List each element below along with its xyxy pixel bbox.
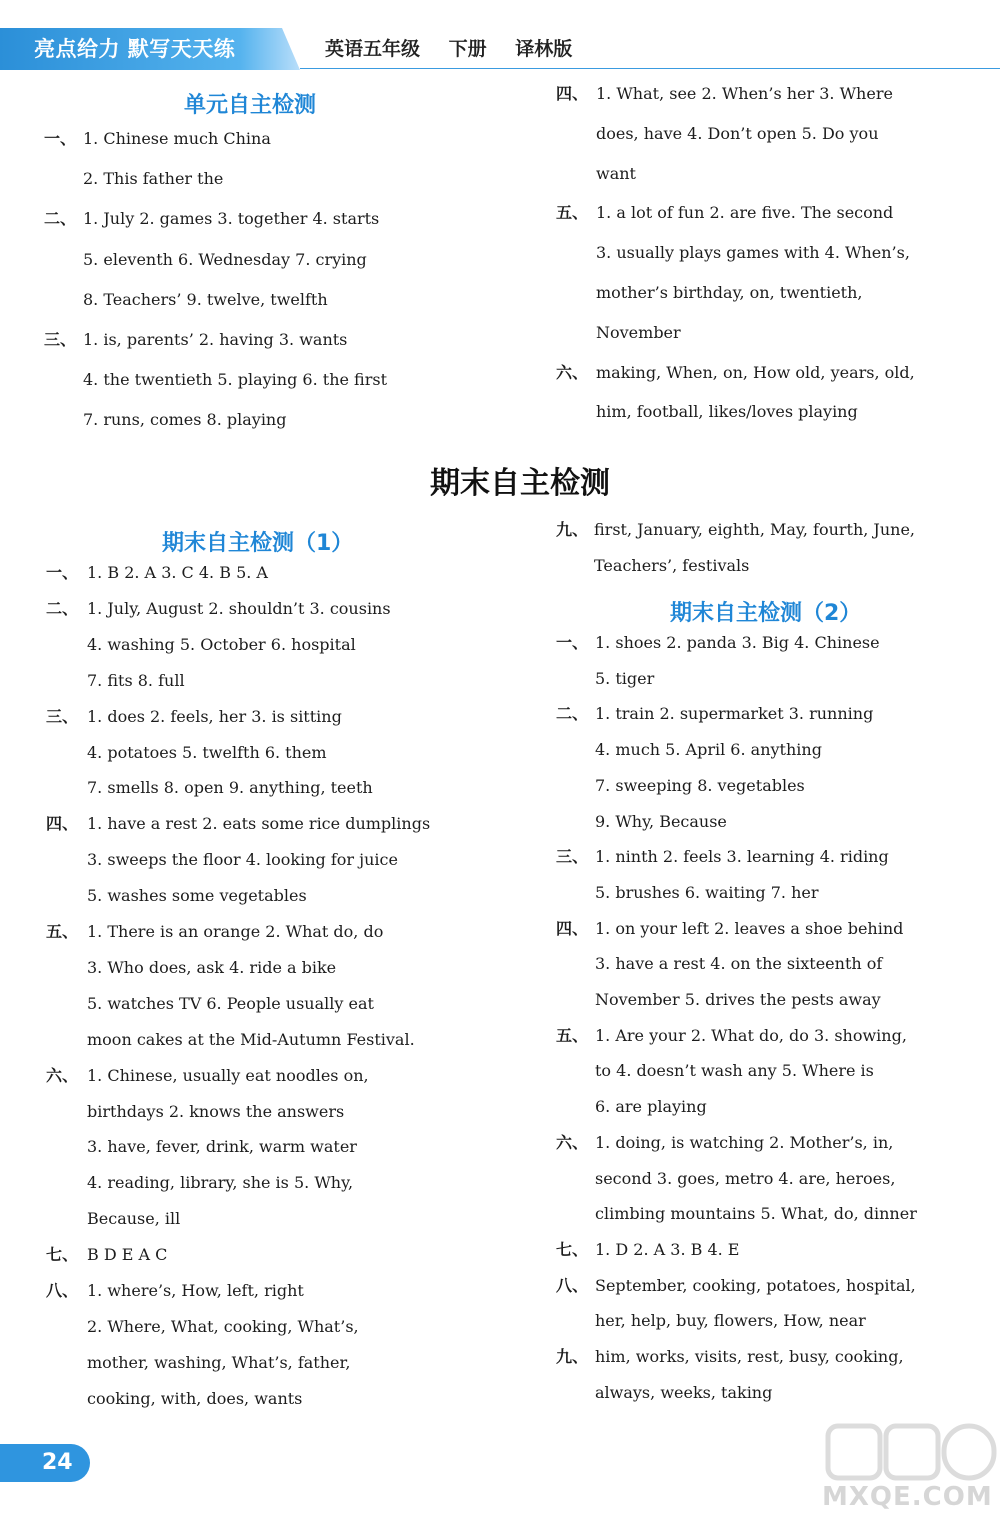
answer-line: 1. There is an orange 2. What do, do bbox=[87, 922, 384, 941]
answer-line: 1. is, parents’ 2. having 3. wants bbox=[83, 330, 348, 349]
answer-line: 1. Chinese much China bbox=[83, 129, 271, 148]
answer-line: B D E A C bbox=[87, 1245, 168, 1265]
answer-line: 5. watches TV 6. People usually eat bbox=[87, 993, 374, 1013]
question-label: 九、 bbox=[556, 1347, 589, 1366]
answer-line: 1. Chinese, usually eat noodles on, bbox=[87, 1065, 369, 1085]
final-test-heading: 期末自主检测 bbox=[430, 466, 610, 501]
answer-line: 4. washing 5. October 6. hospital bbox=[87, 634, 356, 654]
question-label: 四、 bbox=[46, 814, 79, 834]
answer-line: 4. much 5. April 6. anything bbox=[595, 740, 822, 760]
answer-line: 1. What, see 2. When’s her 3. Where bbox=[596, 84, 893, 103]
answer-line: 9. Why, Because bbox=[595, 811, 727, 831]
answer-line: 4. reading, library, she is 5. Why, bbox=[87, 1173, 354, 1193]
question-label: 四、 bbox=[556, 918, 589, 938]
answer-line: first, January, eighth, May, fourth, June, bbox=[594, 520, 916, 539]
answer-line: birthdays 2. knows the answers bbox=[87, 1101, 345, 1121]
answer-line: 5. brushes 6. waiting 7. her bbox=[595, 882, 819, 902]
answer-line: second 3. goes, metro 4. are, heroes, bbox=[595, 1168, 896, 1188]
question-label: 六、 bbox=[46, 1065, 79, 1085]
question-label: 一、 bbox=[556, 633, 589, 652]
question-label: 三、 bbox=[556, 847, 589, 867]
unit-test-title: 单元自主检测 bbox=[184, 93, 317, 118]
answer-line: 1. have a rest 2. eats some rice dumplings bbox=[87, 814, 431, 834]
question-label: 四、 bbox=[556, 84, 589, 103]
question-label: 九、 bbox=[556, 520, 589, 539]
answer-line: November bbox=[596, 322, 681, 342]
question-label: 一、 bbox=[46, 563, 79, 582]
question-label: 一、 bbox=[44, 129, 77, 148]
question-label: 七、 bbox=[556, 1239, 589, 1259]
answer-line: 5. tiger bbox=[595, 668, 655, 688]
answer-line: cooking, with, does, wants bbox=[87, 1388, 303, 1408]
answer-line: 1. July, August 2. shouldn’t 3. cousins bbox=[87, 598, 391, 618]
answer-line: September, cooking, potatoes, hospital, bbox=[595, 1275, 916, 1295]
answer-line: 1. B 2. A 3. C 4. B 5. A bbox=[87, 563, 268, 582]
answer-line: him, works, visits, rest, busy, cooking, bbox=[595, 1347, 904, 1366]
edition-label: 译林版 bbox=[515, 38, 573, 60]
question-label: 七、 bbox=[46, 1245, 79, 1265]
answer-line: want bbox=[596, 163, 636, 183]
answer-line: 1. a lot of fun 2. are five. The second bbox=[596, 203, 894, 223]
answer-line: 8. Teachers’ 9. twelve, twelfth bbox=[83, 289, 328, 309]
answer-line: 1. July 2. games 3. together 4. starts bbox=[83, 209, 380, 229]
question-label: 八、 bbox=[46, 1281, 79, 1300]
answer-line: 3. have a rest 4. on the sixteenth of bbox=[595, 954, 883, 974]
answer-line: moon cakes at the Mid-Autumn Festival. bbox=[87, 1029, 415, 1049]
answer-line: making, When, on, How old, years, old, bbox=[596, 362, 915, 382]
answer-line: mother’s birthday, on, twentieth, bbox=[596, 283, 863, 302]
question-label: 五、 bbox=[556, 203, 589, 223]
question-label: 三、 bbox=[44, 330, 77, 349]
answer-line: always, weeks, taking bbox=[595, 1382, 773, 1402]
answer-line: 7. runs, comes 8. playing bbox=[83, 410, 287, 430]
answer-line: 1. on your left 2. leaves a shoe behind bbox=[595, 918, 904, 938]
answer-line: 7. fits 8. full bbox=[87, 670, 185, 690]
watermark-text: MXQE.COM bbox=[822, 1482, 993, 1512]
question-label: 五、 bbox=[46, 922, 79, 941]
answer-line: Because, ill bbox=[87, 1209, 181, 1229]
question-label: 二、 bbox=[556, 704, 589, 724]
answer-line: 1. shoes 2. panda 3. Big 4. Chinese bbox=[595, 633, 880, 652]
answer-line: 1. ninth 2. feels 3. learning 4. riding bbox=[595, 847, 889, 867]
volume-label: 下册 bbox=[448, 38, 487, 60]
answer-line: 1. train 2. supermarket 3. running bbox=[595, 704, 874, 724]
answer-line: 2. Where, What, cooking, What’s, bbox=[87, 1316, 359, 1336]
answer-line: her, help, buy, flowers, How, near bbox=[595, 1311, 866, 1331]
answer-line: 3. Who does, ask 4. ride a bike bbox=[87, 957, 337, 977]
answer-line: to 4. doesn’t wash any 5. Where is bbox=[595, 1061, 874, 1081]
page-number: 24 bbox=[42, 1450, 73, 1475]
answer-line: 3. sweeps the floor 4. looking for juice bbox=[87, 850, 398, 870]
header-rule bbox=[300, 68, 1000, 69]
answer-line: 7. sweeping 8. vegetables bbox=[595, 775, 805, 795]
answer-line: 4. potatoes 5. twelfth 6. them bbox=[87, 742, 327, 762]
answer-line: 1. does 2. feels, her 3. is sitting bbox=[87, 706, 342, 726]
answer-line: 1. doing, is watching 2. Mother’s, in, bbox=[595, 1132, 894, 1152]
header-meta bbox=[325, 34, 594, 61]
answer-line: 3. have, fever, drink, warm water bbox=[87, 1137, 357, 1157]
answer-line: 5. washes some vegetables bbox=[87, 886, 307, 906]
answer-line: 5. eleventh 6. Wednesday 7. crying bbox=[83, 249, 367, 269]
answer-line: 4. the twentieth 5. playing 6. the first bbox=[83, 370, 388, 390]
question-label: 二、 bbox=[46, 598, 79, 618]
answer-line: 7. smells 8. open 9. anything, teeth bbox=[87, 778, 373, 798]
answer-line: him, football, likes/loves playing bbox=[596, 402, 858, 422]
subject-label: 英语五年级 bbox=[325, 38, 421, 60]
answer-line: 6. are playing bbox=[595, 1097, 707, 1117]
answer-line: 3. usually plays games with 4. When’s, bbox=[596, 243, 910, 263]
answer-line: does, have 4. Don’t open 5. Do you bbox=[596, 123, 879, 143]
answer-line: climbing mountains 5. What, do, dinner bbox=[595, 1204, 917, 1224]
final-test-1-title: 期末自主检测（1） bbox=[162, 531, 354, 556]
question-label: 六、 bbox=[556, 362, 589, 382]
question-label: 二、 bbox=[44, 209, 77, 229]
question-label: 五、 bbox=[556, 1025, 589, 1045]
answer-line: 1. Are your 2. What do, do 3. showing, bbox=[595, 1025, 907, 1045]
question-label: 六、 bbox=[556, 1132, 589, 1152]
answer-line: 1. D 2. A 3. B 4. E bbox=[595, 1239, 740, 1259]
answer-line: mother, washing, What’s, father, bbox=[87, 1352, 351, 1372]
answer-line: 1. where’s, How, left, right bbox=[87, 1281, 304, 1300]
answer-line: 2. This father the bbox=[83, 169, 224, 189]
question-label: 三、 bbox=[46, 706, 79, 726]
answer-line: Teachers’, festivals bbox=[594, 556, 750, 575]
answer-line: November 5. drives the pests away bbox=[595, 990, 881, 1009]
question-label: 八、 bbox=[556, 1275, 589, 1295]
final-test-2-title: 期末自主检测（2） bbox=[670, 601, 862, 626]
series-title: 亮点给力 默写天天练 bbox=[34, 37, 236, 61]
